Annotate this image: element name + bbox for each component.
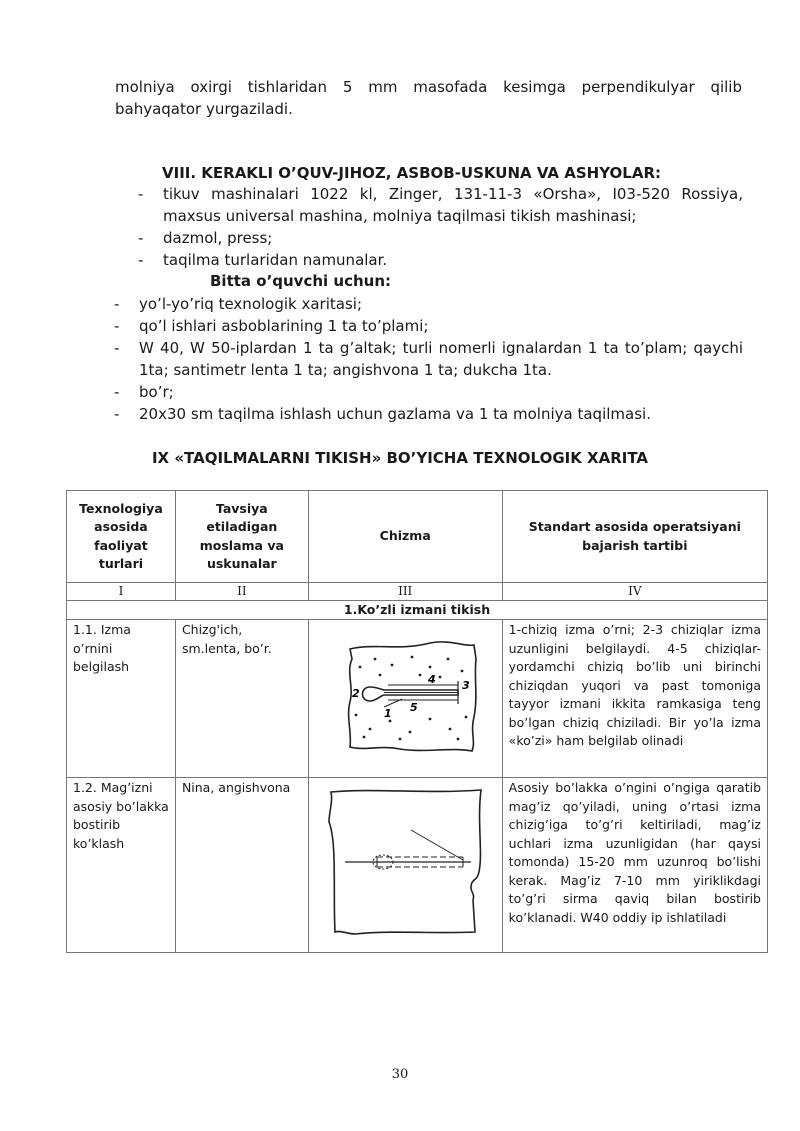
drawing-label: 2 [352, 686, 360, 700]
procedure-cell: 1-chiziq izma o’rni; 2-3 chiziqlar izma uzunligini belgilaydi. 4-5 chiziqlar-yordamchi chiziq bo’lib uni birinchi chiziqdan yuqori va past tomoniga tayyor izmani ikkita ramkasiga teng bo’lgan chiziq chiziladi. Bir yo’la izma «ko’zi» ham belgilab olinadi [502, 620, 767, 778]
fabric-sketch-buttonhole-icon [330, 637, 480, 755]
drawing-cell [308, 620, 502, 778]
student-subtitle: Bitta o’quvchi uchun: [210, 272, 391, 290]
drawing-label: 4 [428, 672, 436, 686]
column-header: Tavsiya etiladigan moslama va uskunalar [175, 491, 308, 583]
section-viii-title: VIII. KERAKLI O’QUV-JIHOZ, ASBOB-USKUNA VA ASHYOLAR: [162, 164, 662, 182]
drawing-label: 3 [462, 678, 470, 692]
drawing-cell [308, 778, 502, 953]
list-item-text: 20x30 sm taqilma ishlash uchun gazlama va 1 ta molniya taqilmasi. [139, 405, 651, 423]
column-header: Standart asosida operatsiyani bajarish tartibi [502, 491, 767, 583]
column-header: Chizma [308, 491, 502, 583]
intro-paragraph: molniya oxirgi tishlaridan 5 mm masofada kesimga perpendikulyar qilib bahyaqator yurgaziladi. [115, 78, 742, 118]
section-ix-title: IX «TAQILMALARNI TIKISH» BO’YICHA TEXNOLOGIK XARITA [151, 449, 649, 467]
list-item-text: tikuv mashinalari 1022 kl, Zinger, 131-11-3 «Orsha», I03-520 Rossiya, maxsus universal mashina, molniya taqilmasi tikish mashinasi; [163, 185, 743, 225]
list-item-text: W 40, W 50-iplardan 1 ta g’altak; turli nomerli ignalardan 1 ta to’plam; qaychi 1ta; santimetr lenta 1 ta; angishvona 1 ta; dukcha 1ta. [139, 339, 743, 379]
dash-mark: - [138, 185, 144, 203]
roman-numeral: II [175, 583, 308, 601]
table-header-row [67, 491, 768, 583]
list-item [114, 381, 743, 403]
technology-map-table [66, 490, 768, 953]
list-item-text: taqilma turlaridan namunalar. [163, 251, 388, 269]
table-row [67, 620, 768, 778]
roman-numeral: IV [502, 583, 767, 601]
group-title: 1.Ko’zli izmani tikish [67, 601, 768, 620]
tools-cell: Chizg'ich, sm.lenta, bo’r. [175, 620, 308, 778]
list-item [114, 315, 743, 337]
column-header: Texnologiya asosida faoliyat turlari [67, 491, 176, 583]
dash-mark: - [114, 383, 120, 401]
drawing-label: 1 [384, 706, 392, 720]
page-number: 30 [391, 1067, 409, 1082]
list-item-text: qo’l ishlari asboblarining 1 ta to’plami; [139, 317, 429, 335]
list-item [138, 249, 743, 271]
list-item [114, 337, 743, 381]
dash-mark: - [138, 229, 144, 247]
tools-cell: Nina, angishvona [175, 778, 308, 953]
dash-mark: - [114, 405, 120, 423]
group-row [67, 601, 768, 620]
fabric-sketch-binding-icon [315, 782, 495, 942]
roman-numeral: I [67, 583, 176, 601]
activity-cell: 1.1. Izma o’rnini belgilash [67, 620, 176, 778]
list-item [138, 183, 743, 227]
dash-mark: - [138, 251, 144, 269]
roman-numeral-row [67, 583, 768, 601]
dash-mark: - [114, 295, 120, 313]
list-item [114, 403, 743, 425]
equipment-list [138, 183, 743, 271]
list-item-text: dazmol, press; [163, 229, 273, 247]
procedure-cell: Asosiy bo’lakka o’ngini o’ngiga qaratib mag’iz qo’yiladi, uning o’rtasi izma chizig’iga to’g’ri keltiriladi, mag’iz uchlari izma uzunligidan (har qaysi tomonda) 15-20 mm uzunroq bo’lishi kerak. Mag’iz 7-10 mm yiriklikdagi to’g’ri sirma qaviq bilan bostirib ko’klanadi. W40 oddiy ip ishlatiladi [502, 778, 767, 953]
list-item-text: bo’r; [139, 383, 174, 401]
list-item [138, 227, 743, 249]
activity-cell: 1.2. Mag’izni asosiy bo’lakka bostirib ko’klash [67, 778, 176, 953]
student-list [114, 293, 743, 425]
list-item [114, 293, 743, 315]
dash-mark: - [114, 317, 120, 335]
dash-mark: - [114, 339, 120, 357]
roman-numeral: III [308, 583, 502, 601]
list-item-text: yo’l-yo’riq texnologik xaritasi; [139, 295, 362, 313]
drawing-label: 5 [410, 700, 418, 714]
table-row [67, 778, 768, 953]
